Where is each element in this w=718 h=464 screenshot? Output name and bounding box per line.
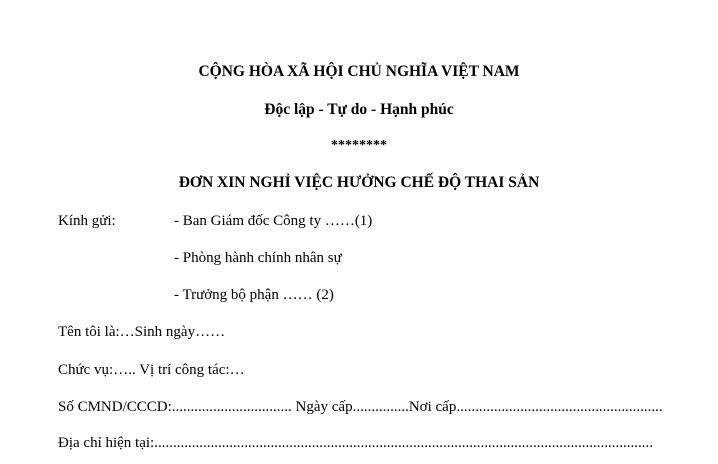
position-workplace-line: Chức vụ:….. Vị trí công tác:… <box>58 362 245 378</box>
current-address-line: Địa chỉ hiện tại:..................................................................................................................................... <box>58 435 653 451</box>
recipient-item-hr: - Phòng hành chính nhân sự <box>174 250 342 266</box>
id-card-line: Số CMND/CCCD:................................ Ngày cấp...............Nơi cấp....................................................... <box>58 399 663 415</box>
motto-heading: Độc lập - Tự do - Hạnh phúc <box>264 101 454 118</box>
recipient-item-company: - Ban Giám đốc Công ty ……(1) <box>174 213 373 229</box>
country-heading: CỘNG HÒA XÃ HỘI CHỦ NGHĨA VIỆT NAM <box>198 63 520 80</box>
recipient-label: Kính gửi: <box>58 213 116 229</box>
document-title: ĐƠN XIN NGHỈ VIỆC HƯỞNG CHẾ ĐỘ THAI SẢN <box>178 174 540 191</box>
name-birthdate-line: Tên tôi là:…Sinh ngày…… <box>58 324 226 340</box>
separator-stars: ******** <box>331 138 387 153</box>
recipient-item-department-head: - Trưởng bộ phận …… (2) <box>174 287 334 303</box>
